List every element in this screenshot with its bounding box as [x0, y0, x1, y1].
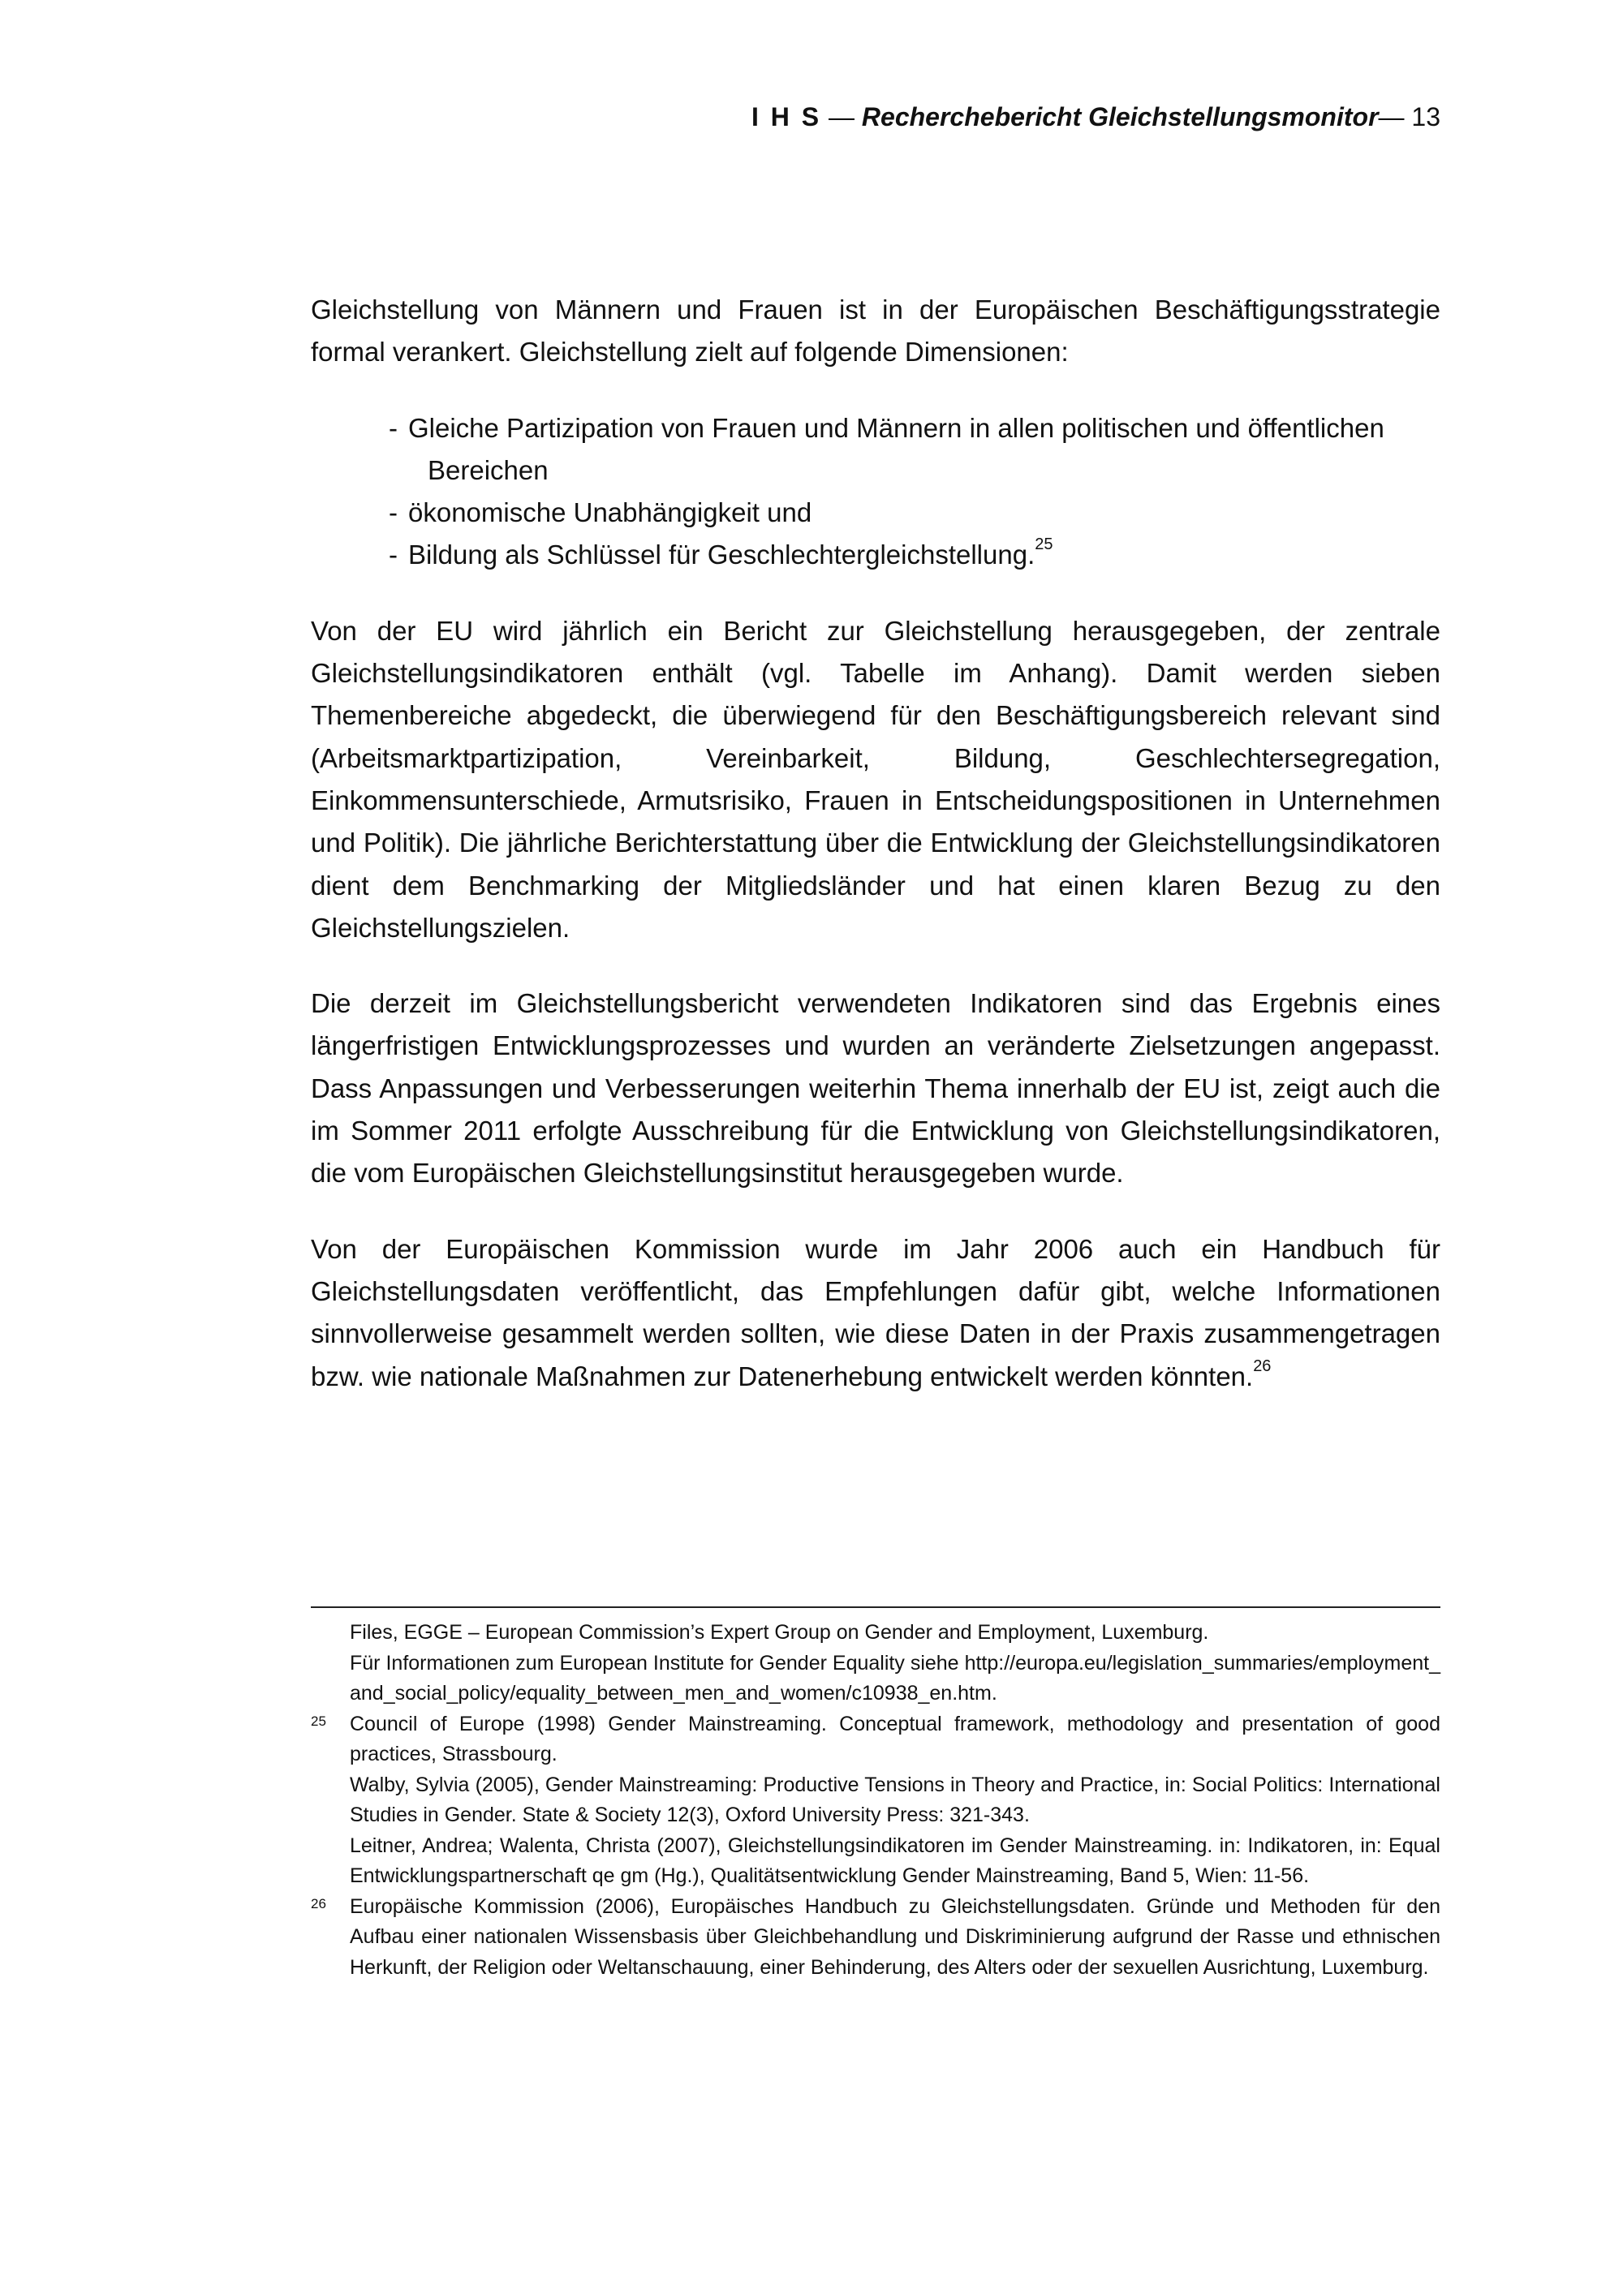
list-item-continuation: Bereichen: [428, 454, 549, 485]
footnote-divider: [311, 1606, 1440, 1608]
page-number: 13: [1411, 102, 1440, 131]
footnote-text: Council of Europe (1998) Gender Mainstreaming. Conceptual framework, methodology and presentation of good practices, Strassbourg.: [350, 1712, 1440, 1765]
list-item-text: Bildung als Schlüssel für Geschlechtergleichstellung.: [408, 540, 1035, 570]
header-institute: I H S: [751, 102, 822, 131]
footnote-text: Europäische Kommission (2006), Europäisches Handbuch zu Gleichstellungsdaten. Gründe und Methoden für den Aufbau einer nationalen Wissensbasis über Gleichbehandlung und Diskriminierung aufgrund der Rasse und ethnischen Herkunft, der Religion oder Weltanschauung, einer Behinderung, des Alters oder der sexuellen Ausrichtung, Luxemburg.: [350, 1894, 1440, 1979]
footnote-number: 26: [311, 1895, 326, 1911]
list-item: [311, 534, 1440, 576]
body-text: [311, 289, 1440, 1431]
paragraph-4-text: Von der Europäischen Kommission wurde im Jahr 2006 auch ein Handbuch für Gleichstellungsdaten veröffentlicht, das Empfehlungen dafür gibt, welche Informationen sinnvollerweise gesammelt werden sollten, wie diese Daten in der Praxis zusammengetragen bzw. wie nationale Maßnahmen zur Datenerhebung entwickelt werden könnten.: [311, 1233, 1440, 1391]
list-item: [311, 407, 1440, 492]
header-separator: —: [821, 102, 862, 131]
footnote-25: [311, 1709, 1440, 1770]
paragraph-2: Von der EU wird jährlich ein Bericht zur Gleichstellung herausgegeben, der zentrale Gleichstellungsindikatoren enthält (vgl. Tabelle im Anhang). Damit werden sieben Themenbereiche abgedeckt, die überwiegend für den Beschäftigungsbereich relevant sind (Arbeitsmarktpartizipation, Vereinbarkeit, Bildung, Geschlechtersegregation, Einkommensunterschiede, Armutsrisiko, Frauen in Entscheidungspositionen in Unternehmen und Politik). Die jährliche Berichterstattung über die Entwicklung der Gleichstellungsindikatoren dient dem Benchmarking der Mitgliedsländer und hat einen klaren Bezug zu den Gleichstellungszielen.: [311, 615, 1440, 943]
running-header: [308, 101, 1440, 133]
header-separator-2: —: [1378, 102, 1412, 131]
footnote-26: [311, 1892, 1440, 1984]
footnote-continuation: [311, 1649, 1440, 1709]
footnote-number: 25: [311, 1713, 326, 1729]
list-item: [311, 492, 1440, 534]
paragraph-1: Gleichstellung von Männern und Frauen ist in der Europäischen Beschäftigungsstrategie formal verankert. Gleichstellung zielt auf folgende Dimensionen:: [311, 295, 1440, 368]
footnotes: [311, 1618, 1440, 1983]
footnote-ref-25[interactable]: 25: [1035, 535, 1053, 554]
list-item-text: ökonomische Unabhängigkeit und: [408, 497, 812, 528]
footnote-25-ref-2: Walby, Sylvia (2005), Gender Mainstreaming: Productive Tensions in Theory and Practice, in: Social Politics: International Studies in Gender. State & Society 12(3), Oxford University Press: 321-343.: [350, 1773, 1440, 1826]
list-dash: -: [389, 412, 398, 443]
paragraph-3: Die derzeit im Gleichstellungsbericht verwendeten Indikatoren sind das Ergebnis eines längerfristigen Entwicklungsprozesses und wurden an veränderte Zielsetzungen angepasst. Dass Anpassungen und Verbesserungen weiterhin Thema innerhalb der EU ist, zeigt auch die im Sommer 2011 erfolgte Ausschreibung für die Entwicklung von Gleichstellungsindikatoren, die vom Europäischen Gleichstellungsinstitut herausgegeben wurde.: [311, 988, 1440, 1189]
footnote-ref-26[interactable]: 26: [1253, 1357, 1272, 1375]
paragraph-4: [311, 1228, 1440, 1398]
dimension-list: [311, 407, 1440, 577]
list-item-text: Gleiche Partizipation von Frauen und Männern in allen politischen und öffentlichen: [408, 412, 1384, 443]
footnote-25-ref-3: Leitner, Andrea; Walenta, Christa (2007), Gleichstellungsindikatoren im Gender Mainstreaming. in: Indikatoren, in: Equal Entwicklungspartnerschaft qe gm (Hg.), Qualitätsentwicklung Gender Mainstreaming, Band 5, Wien: 11-56.: [350, 1834, 1440, 1887]
footnote-continuation: Files, EGGE – European Commission’s Expert Group on Gender and Employment, Luxemburg.: [350, 1621, 1209, 1644]
list-dash: -: [389, 497, 398, 528]
header-title: Recherchebericht Gleichstellungsmonitor: [861, 102, 1379, 131]
footnote-text: Für Informationen zum European Institute for Gender Equality siehe: [350, 1651, 959, 1675]
list-dash: -: [389, 540, 398, 570]
footnote-url-link[interactable]: http://europa.eu/legislation_summaries/employment_and_social_policy/equality_between_men_and_women/c10938_en.htm.: [350, 1651, 1440, 1705]
